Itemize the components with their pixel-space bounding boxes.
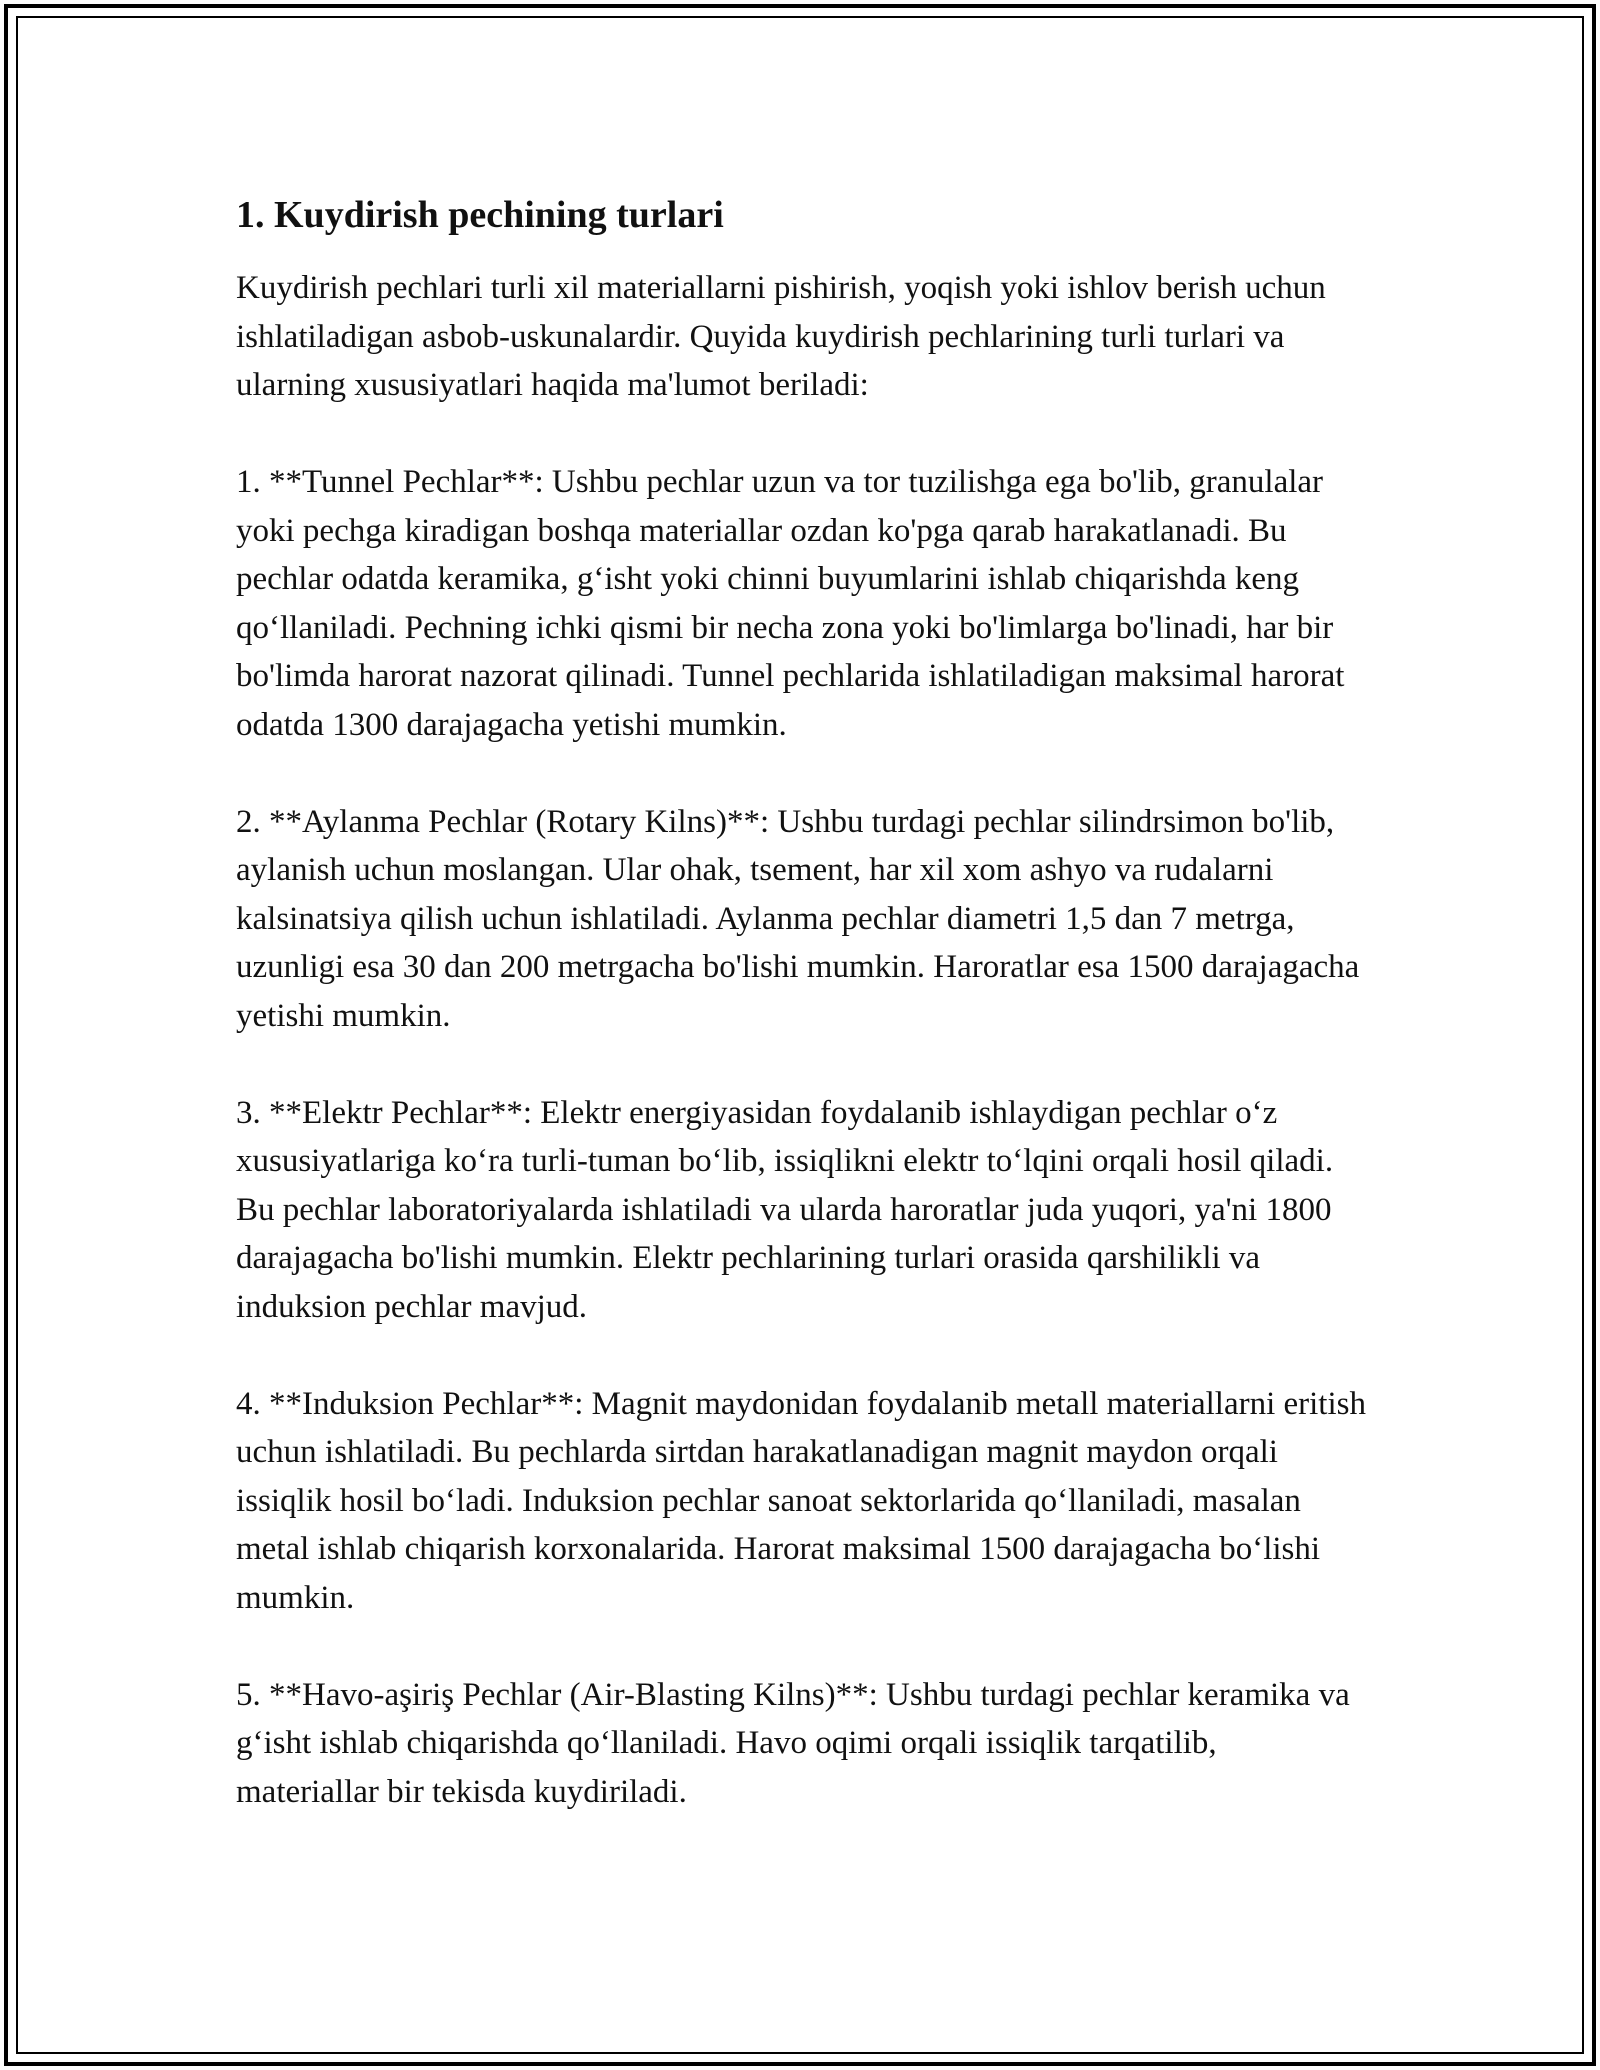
paragraph-induction-kilns: 4. **Induksion Pechlar**: Magnit maydonidan foydalanib metall materiallarni eritish uchun ishlatiladi. Bu pechlarda sirtdan harakatlanadigan magnit maydon orqali issiqlik hosil bo‘ladi. Induksion pechlar sanoat sektorlarida qo‘llaniladi, masalan metal ishlab chiqarish korxonalarida. Harorat maksimal 1500 darajagacha bo‘lishi mumkin. [236,1385,1366,1616]
paragraph-air-blasting-kilns: 5. **Havo-aşiriş Pechlar (Air-Blasting Kilns)**: Ushbu turdagi pechlar keramika va g‘isht ishlab chiqarishda qo‘llaniladi. Havo oqimi orqali issiqlik tarqatilib, materiallar bir tekisda kuydiriladi. [236,1676,1350,1810]
paragraph-tunnel-kilns: 1. **Tunnel Pechlar**: Ushbu pechlar uzun va tor tuzilishga ega bo'lib, granulalar yoki pechga kiradigan boshqa materiallar ozdan ko'pga qarab harakatlanadi. Bu pechlar odatda keramika, g‘isht yoki chinni buyumlarini ishlab chiqarishda keng qo‘llaniladi. Pechning ichki qismi bir necha zona yoki bo'limlarga bo'linadi, har bir bo'limda harorat nazorat qilinadi. Tunnel pechlarida ishlatiladigan maksimal harorat odatda 1300 darajagacha yetishi mumkin. [236,464,1345,743]
section-heading: 1. Kuydirish pechining turlari [236,194,724,236]
document-body [236,186,1366,1816]
intro-paragraph: Kuydirish pechlari turli xil materiallarni pishirish, yoqish yoki ishlov berish uchun ishlatiladigan asbob-uskunalardir. Quyida kuydirish pechlarining turli turlari va ularning xususiyatlari haqida ma'lumot beriladi: [236,270,1326,403]
paragraph-electric-kilns: 3. **Elektr Pechlar**: Elektr energiyasidan foydalanib ishlaydigan pechlar o‘z xususiyatlariga ko‘ra turli-tuman bo‘lib, issiqlikni elektr to‘lqini orqali hosil qiladi. Bu pechlar laboratoriyalarda ishlatiladi va ularda haroratlar juda yuqori, ya'ni 1800 darajagacha bo'lishi mumkin. Elektr pechlarining turlari orasida qarshilikli va induksion pechlar mavjud. [236,1094,1334,1325]
paragraph-rotary-kilns: 2. **Aylanma Pechlar (Rotary Kilns)**: Ushbu turdagi pechlar silindrsimon bo'lib, aylanish uchun moslangan. Ular ohak, tsement, har xil xom ashyo va rudalarni kalsinatsiya qilish uchun ishlatiladi. Aylanma pechlar diametri 1,5 dan 7 metrga, uzunligi esa 30 dan 200 metrgacha bo'lishi mumkin. Haroratlar esa 1500 darajagacha yetishi mumkin. [236,803,1360,1034]
